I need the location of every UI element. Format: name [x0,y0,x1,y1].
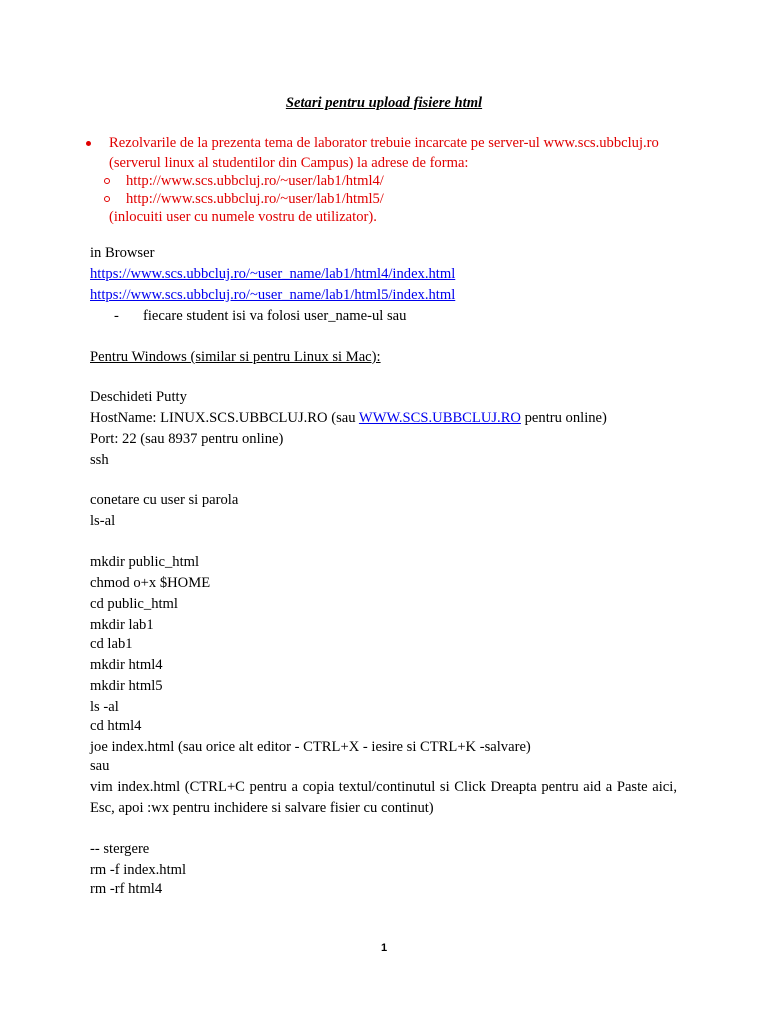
delete-heading: -- stergere [90,841,150,857]
command-line: sau [90,758,110,774]
windows-heading: Pentru Windows (similar si pentru Linux si Mac): [90,349,381,365]
intro-sub-1: http://www.scs.ubbcluj.ro/~user/lab1/html4/ [126,173,384,189]
browser-note: fiecare student isi va folosi user_name-ul sau [143,308,407,324]
ssh-line: ssh [90,452,109,468]
command-line: joe index.html (sau orice alt editor - CTRL+X - iesire si CTRL+K -salvare) [90,739,531,755]
putty-open: Deschideti Putty [90,389,187,405]
bullet-icon [86,141,91,146]
hostname-suffix: pentru online) [520,410,607,426]
command-line: mkdir html5 [90,678,163,694]
document-title: Setari pentru upload fisiere html [285,95,483,111]
command-line: chmod o+x $HOME [90,575,211,591]
intro-note: (inlocuiti user cu numele vostru de utilizator). [109,209,377,225]
port-line: Port: 22 (sau 8937 pentru online) [90,431,284,447]
sub-bullet-icon [104,196,110,202]
command-line: mkdir lab1 [90,617,154,633]
command-line: cd public_html [90,596,178,612]
delete-command-2: rm -rf html4 [90,881,163,897]
sub-bullet-icon [104,178,110,184]
intro-line-2: (serverul linux al studentilor din Campus) la adrese de forma: [109,155,469,171]
page-number: 1 [380,942,388,954]
command-line: cd html4 [90,718,142,734]
connect-line: conetare cu user si parola [90,492,239,508]
vim-paragraph: vim index.html (CTRL+C pentru a copia textul/continutul si Click Dreapta pentru aid a Paste aici, Esc, apoi :wx pentru inchidere si salvare fisier cu continut) [90,779,677,816]
command-line: mkdir html4 [90,657,163,673]
command-line: cd lab1 [90,636,133,652]
command-line: mkdir public_html [90,554,200,570]
intro-sub-2: http://www.scs.ubbcluj.ro/~user/lab1/html5/ [126,191,384,207]
intro-line-1: Rezolvarile de la prezenta tema de laborator trebuie incarcate pe server-ul www.scs.ubbcluj.ro [109,135,659,151]
hostname-line [90,408,607,428]
link-html5[interactable]: https://www.scs.ubbcluj.ro/~user_name/lab1/html5/index.html [90,287,456,303]
browser-label: in Browser [90,245,155,261]
command-line: ls -al [90,699,119,715]
link-html4[interactable]: https://www.scs.ubbcluj.ro/~user_name/lab1/html4/index.html [90,266,456,282]
dash-marker: - [114,308,119,324]
delete-command-1: rm -f index.html [90,862,187,878]
ls-line: ls-al [90,513,116,529]
hostname-prefix: HostName: LINUX.SCS.UBBCLUJ.RO (sau [90,410,359,426]
hostname-link[interactable]: WWW.SCS.UBBCLUJ.RO [358,410,521,426]
